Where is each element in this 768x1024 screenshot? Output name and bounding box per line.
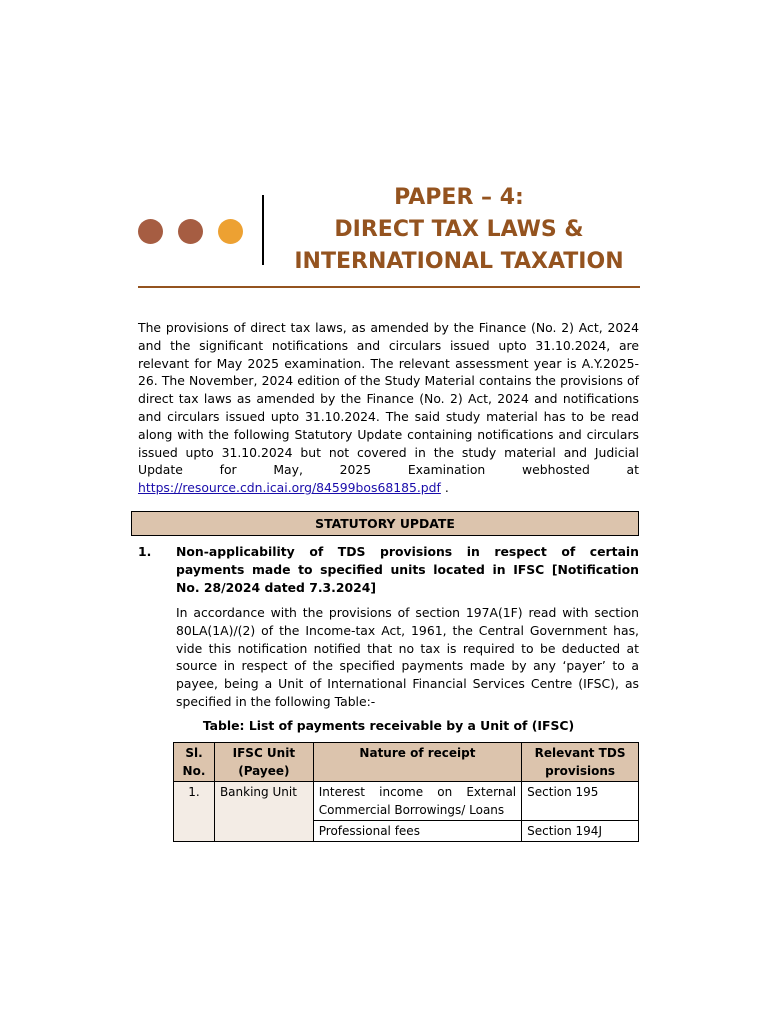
col-header-unit: IFSC Unit (Payee)	[214, 743, 313, 782]
intro-after-link: .	[440, 480, 449, 496]
section-heading: STATUTORY UPDATE	[131, 511, 639, 536]
cell-sl: 1.	[174, 782, 215, 842]
ifsc-payments-table	[173, 742, 639, 842]
cell-nature: Interest income on External Commercial Borrowings/ Loans	[313, 782, 521, 821]
page-title	[278, 182, 640, 278]
table-row	[174, 782, 639, 821]
item-heading: Non-applicability of TDS provisions in respect of certain payments made to specified units located in IFSC [Notification No. 28/2024 dated 7.3.2024]	[176, 544, 639, 595]
col-header-nature: Nature of receipt	[313, 743, 521, 782]
title-line-2: DIRECT TAX LAWS &	[334, 217, 584, 242]
intro-text: The provisions of direct tax laws, as amended by the Finance (No. 2) Act, 2024 and the significant notifications and circulars issued upto 31.10.2024, are relevant for May 2025 examination. The relevant assessment year is A.Y.2025-26. The November, 2024 edition of the Study Material contains the provisions of direct tax laws as amended by the Finance (No. 2) Act, 2024 and notifications and circulars issued upto 31.10.2024. The said study material has to be read along with the following Statutory Update containing notifications and circulars issued upto 31.10.2024 but not covered in the study material and Judicial Update for May, 2025 Examination webhosted at	[138, 320, 639, 478]
table-caption: Table: List of payments receivable by a Unit of (IFSC)	[202, 718, 575, 733]
cell-section: Section 194J	[522, 821, 639, 842]
page-header	[138, 178, 640, 290]
study-material-link[interactable]: https://resource.cdn.icai.org/84599bos68185.pdf	[138, 480, 441, 496]
header-divider	[138, 286, 640, 288]
col-header-tds: Relevant TDS provisions	[522, 743, 639, 782]
title-line-1: PAPER – 4:	[394, 185, 524, 210]
table-header-row	[174, 743, 639, 782]
dot-icon	[178, 219, 203, 244]
dot-icon	[138, 219, 163, 244]
item-body: In accordance with the provisions of section 197A(1F) read with section 80LA(1A)/(2) of the Income-tax Act, 1961, the Central Government has, vide this notification notified that no tax is required to be deducted at source in respect of the specified payments made by any ‘payer’ to a payee, being a Unit of International Financial Services Centre (IFSC), as specified in the following Table:-	[176, 605, 639, 709]
col-header-sl: Sl. No.	[174, 743, 215, 782]
cell-unit: Banking Unit	[214, 782, 313, 842]
title-line-3: INTERNATIONAL TAXATION	[294, 249, 624, 274]
item-number: 1.	[138, 544, 152, 559]
cell-section: Section 195	[522, 782, 639, 821]
intro-paragraph	[138, 319, 639, 497]
dot-icon	[218, 219, 243, 244]
vertical-divider	[262, 195, 264, 265]
decorative-dots	[138, 219, 248, 245]
cell-nature: Professional fees	[313, 821, 521, 842]
